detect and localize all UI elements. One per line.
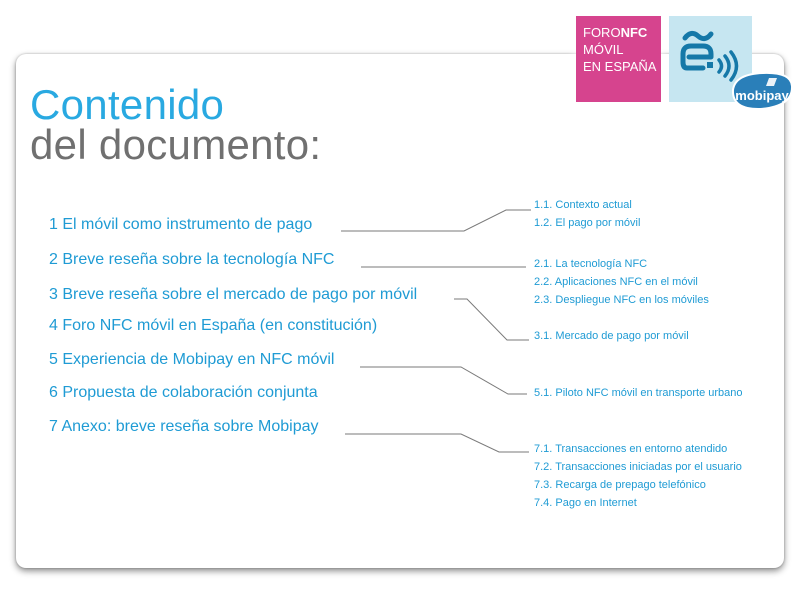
subitem-1-1: 1.1. Contexto actual — [534, 199, 632, 211]
toc-item-7: 7 Anexo: breve reseña sobre Mobipay — [49, 418, 319, 435]
subitem-2-1: 2.1. La tecnología NFC — [534, 258, 648, 270]
connector-3 — [454, 299, 529, 340]
title-line1: Contenido — [30, 81, 225, 128]
toc-item-3: 3 Breve reseña sobre el mercado de pago por móvil — [49, 286, 418, 303]
connector-5 — [360, 367, 527, 394]
subitem-2-3: 2.3. Despliegue NFC en los móviles — [534, 294, 709, 306]
toc-item-4: 4 Foro NFC móvil en España (en constitución) — [49, 317, 378, 334]
subitem-2-2: 2.2. Aplicaciones NFC en el móvil — [534, 276, 698, 288]
mobipay-logo-text: mobipay — [735, 88, 789, 103]
subitem-1-2: 1.2. El pago por móvil — [534, 217, 641, 229]
connector-7 — [345, 434, 529, 452]
toc-item-5: 5 Experiencia de Mobipay en NFC móvil — [49, 351, 335, 368]
subitem-5-1: 5.1. Piloto NFC móvil en transporte urbano — [534, 387, 743, 399]
logo-line2: MÓVIL — [583, 42, 624, 57]
logo-line3: EN ESPAÑA — [583, 59, 657, 74]
connector-1 — [341, 210, 531, 231]
subitem-7-2: 7.2. Transacciones iniciadas por el usuario — [534, 461, 742, 473]
logo-line1-bold: NFC — [620, 25, 648, 40]
subitem-7-1: 7.1. Transacciones en entorno atendido — [534, 443, 728, 455]
toc-item-2: 2 Breve reseña sobre la tecnología NFC — [49, 251, 335, 268]
toc-item-6: 6 Propuesta de colaboración conjunta — [49, 384, 318, 401]
logo-line1-prefix: FORO — [583, 25, 621, 40]
subitem-7-3: 7.3. Recarga de prepago telefónico — [534, 479, 706, 491]
subitem-3-1: 3.1. Mercado de pago por móvil — [534, 330, 689, 342]
subitem-7-4: 7.4. Pago en Internet — [534, 497, 637, 509]
toc-item-1: 1 El móvil como instrumento de pago — [49, 216, 313, 233]
title-line2: del documento: — [30, 121, 322, 168]
